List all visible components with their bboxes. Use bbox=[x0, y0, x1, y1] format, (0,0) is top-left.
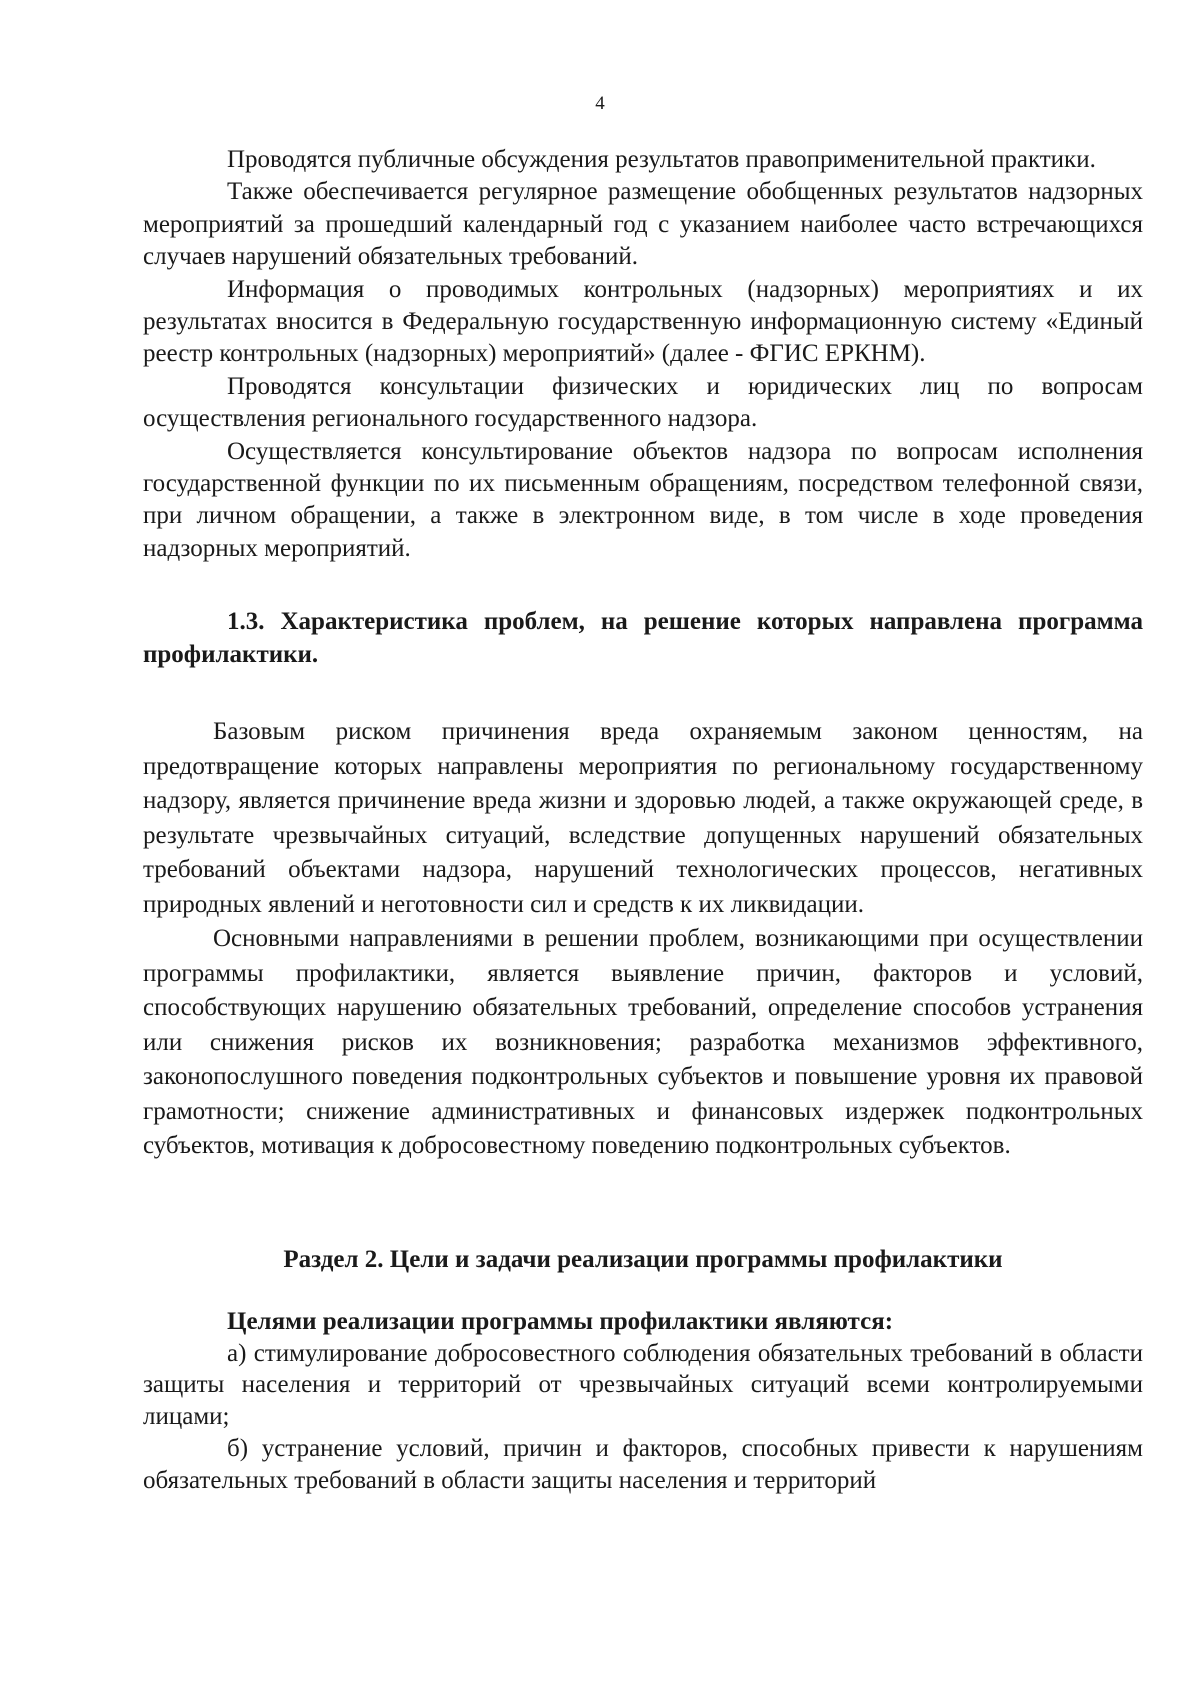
paragraph: Проводятся публичные обсуждения результатов правоприменительной практики. bbox=[227, 146, 1096, 173]
paragraph: Основными направлениями в решении проблем, возникающими при осуществлении программы профилактики, является выявление причин, факторов и условий, способствующих нарушению обязательных требований, определение способов устранения или снижения рисков их возникновения; разработка механизмов эффективного, законопослушного поведения подконтрольных субъектов и повышение уровня их правовой грамотности; снижение административных и финансовых издержек подконтрольных субъектов, мотивация к добросовестному поведению подконтрольных субъектов. bbox=[143, 925, 1143, 1160]
document-body bbox=[143, 144, 1143, 1497]
paragraph: Проводятся консультации физических и юридических лиц по вопросам осуществления регионального государственного надзора. bbox=[143, 372, 1143, 433]
goals-list bbox=[143, 1338, 1143, 1497]
goal-item: а) стимулирование добросовестного соблюдения обязательных требований в области защиты населения и территорий от чрезвычайных ситуаций всеми контролируемыми лицами; bbox=[143, 1339, 1143, 1431]
section-1-3-body bbox=[143, 715, 1143, 1164]
intro-paragraphs bbox=[143, 144, 1143, 565]
goals-title: Целями реализации программы профилактики являются: bbox=[227, 1307, 894, 1335]
section-2-title: Раздел 2. Цели и задачи реализации программы профилактики bbox=[283, 1245, 1003, 1273]
paragraph: Осуществляется консультирование объектов надзора по вопросам исполнения государственной функции по их письменным обращениям, посредством телефонной связи, при личном обращении, а также в электронном виде, в том числе в ходе проведения надзорных мероприятий. bbox=[143, 437, 1143, 562]
paragraph: Также обеспечивается регулярное размещение обобщенных результатов надзорных мероприятий за прошедший календарный год с указанием наиболее часто встречающихся случаев нарушений обязательных требований. bbox=[143, 178, 1143, 271]
goal-item: б) устранение условий, причин и факторов, способных привести к нарушениям обязательных требований в области защиты населения и территорий bbox=[143, 1434, 1143, 1494]
paragraph: Базовым риском причинения вреда охраняемым законом ценностям, на предотвращение которых направлены мероприятия по региональному государственному надзору, является причинение вреда жизни и здоровью людей, а также окружающей среде, в результате чрезвычайных ситуаций, вследствие допущенных нарушений обязательных требований объектами надзора, нарушений технологических процессов, негативных природных явлений и неготовности сил и средств к их ликвидации. bbox=[143, 718, 1143, 918]
section-1-3-heading: 1.3. Характеристика проблем, на решение которых направлена программа профилактики. bbox=[143, 608, 1143, 668]
paragraph: Информация о проводимых контрольных (надзорных) мероприятиях и их результатах вносится в Федеральную государственную информационную систему «Единый реестр контрольных (надзорных) мероприятий» (далее - ФГИС ЕРКНМ). bbox=[143, 275, 1143, 368]
page-number: 4 bbox=[595, 93, 605, 114]
